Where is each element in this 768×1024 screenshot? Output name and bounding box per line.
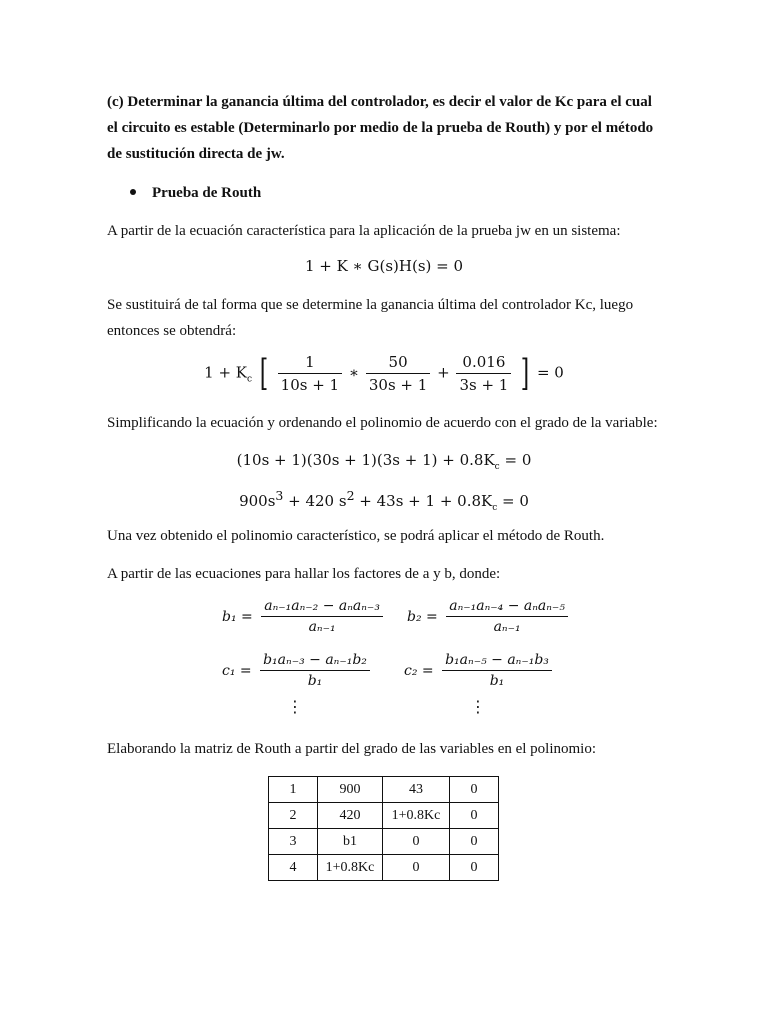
bullet-item <box>130 180 261 206</box>
section-heading <box>107 89 667 167</box>
table-cell: 3 <box>269 829 318 855</box>
table-cell: 0 <box>450 829 499 855</box>
table-row <box>269 855 499 881</box>
paragraph-2 <box>107 292 667 344</box>
paragraph-5: A partir de las ecuaciones para hallar los factores de a y b, donde: <box>107 566 501 582</box>
heading-line-3: de sustitución directa de jw. <box>107 146 285 162</box>
table-cell: 4 <box>269 855 318 881</box>
routh-table <box>268 776 499 881</box>
table-cell: 0 <box>450 777 499 803</box>
table-row <box>269 803 499 829</box>
equation-characteristic: 1 + K ∗ G(s)H(s) = 0 <box>304 257 464 275</box>
table-cell: 900 <box>318 777 383 803</box>
eq3-main: (10s + 1)(30s + 1)(3s + 1) + 0.8K <box>236 451 495 469</box>
formula-c1: c₁ = $\frac{\text{b₁aₙ₋₃ − aₙ₋₁b₂}}{\text{b₁}}$ <box>222 652 370 689</box>
table-cell: 1 <box>269 777 318 803</box>
eq2-mul: ∗ <box>348 363 360 382</box>
eq3-tail: = 0 <box>499 451 532 469</box>
table-cell: 0 <box>383 829 450 855</box>
formula-c2: c₂ = $\frac{\text{b₁aₙ₋₅ − aₙ₋₁b₃}}{\text{b₁}}$ <box>404 652 552 689</box>
eq2-lead: 1 + K <box>204 363 248 382</box>
eq2-plus: + <box>437 363 450 382</box>
fraction-2: $\frac{50}{30s + 1}$ <box>366 353 430 394</box>
formula-b2: b₂ = aₙ₋₁aₙ₋₄ − aₙaₙ₋₅ aₙ₋₁ <box>407 598 568 635</box>
paragraph-3: Simplificando la ecuación y ordenando el polinomio de acuerdo con el grado de la variable: <box>107 415 658 431</box>
table-cell: 2 <box>269 803 318 829</box>
vertical-dots-icon: ⋮ <box>287 697 303 716</box>
eq2-tail: = 0 <box>536 363 564 382</box>
heading-line-2: el circuito es estable (Determinarlo por medio de la prueba de Routh) y por el método <box>107 120 654 136</box>
fraction-3: $\frac{0.016}{3s + 1}$ <box>456 353 511 394</box>
eq3-sub: c <box>494 462 500 472</box>
left-bracket: [ <box>259 352 269 394</box>
formula-b1: b₁ = aₙ₋₁aₙ₋₂ − aₙaₙ₋₃ aₙ₋₁ <box>222 598 383 635</box>
heading-line-1: (c) Determinar la ganancia última del controlador, es decir el valor de Kc para el cual <box>107 94 652 110</box>
table-cell: b1 <box>318 829 383 855</box>
bullet-dot-icon <box>130 189 136 195</box>
fraction-1: $\frac{1}{10s + 1}$ <box>278 353 342 394</box>
table-cell: 1+0.8Kc <box>318 855 383 881</box>
eq4-b-sup: 2 <box>346 488 355 503</box>
table-cell: 0 <box>450 803 499 829</box>
paragraph-2-line-2: entonces se obtendrá: <box>107 323 237 339</box>
equation-polynomial <box>0 488 768 513</box>
bullet-label: Prueba de Routh <box>152 185 262 201</box>
eq4-c: + 43s + 1 + 0.8K <box>354 492 493 510</box>
paragraph-6: Elaborando la matriz de Routh a partir del grado de las variables en el polinomio: <box>107 741 597 757</box>
table-cell: 0 <box>383 855 450 881</box>
table-cell: 43 <box>383 777 450 803</box>
paragraph-4: Una vez obtenido el polinomio característico, se podrá aplicar el método de Routh. <box>107 528 605 544</box>
table-row <box>269 777 499 803</box>
eq4-a: 900s <box>239 492 276 510</box>
table-cell: 0 <box>450 855 499 881</box>
eq4-a-sup: 3 <box>275 488 284 503</box>
eq4-c-sub: c <box>492 503 498 513</box>
right-bracket: ] <box>520 352 530 394</box>
eq2-lead-sub: c <box>247 374 253 385</box>
vertical-dots-icon: ⋮ <box>470 697 486 716</box>
table-cell: 1+0.8Kc <box>383 803 450 829</box>
equation-substituted <box>0 353 768 394</box>
eq4-b: + 420 s <box>283 492 347 510</box>
paragraph-1: A partir de la ecuación característica para la aplicación de la prueba jw en un sistema: <box>107 223 621 239</box>
equation-simplified <box>0 451 768 472</box>
table-row <box>269 829 499 855</box>
eq4-tail: = 0 <box>497 492 529 510</box>
table-cell: 420 <box>318 803 383 829</box>
paragraph-2-line-1: Se sustituirá de tal forma que se determine la ganancia última del controlador Kc, luego <box>107 297 634 313</box>
